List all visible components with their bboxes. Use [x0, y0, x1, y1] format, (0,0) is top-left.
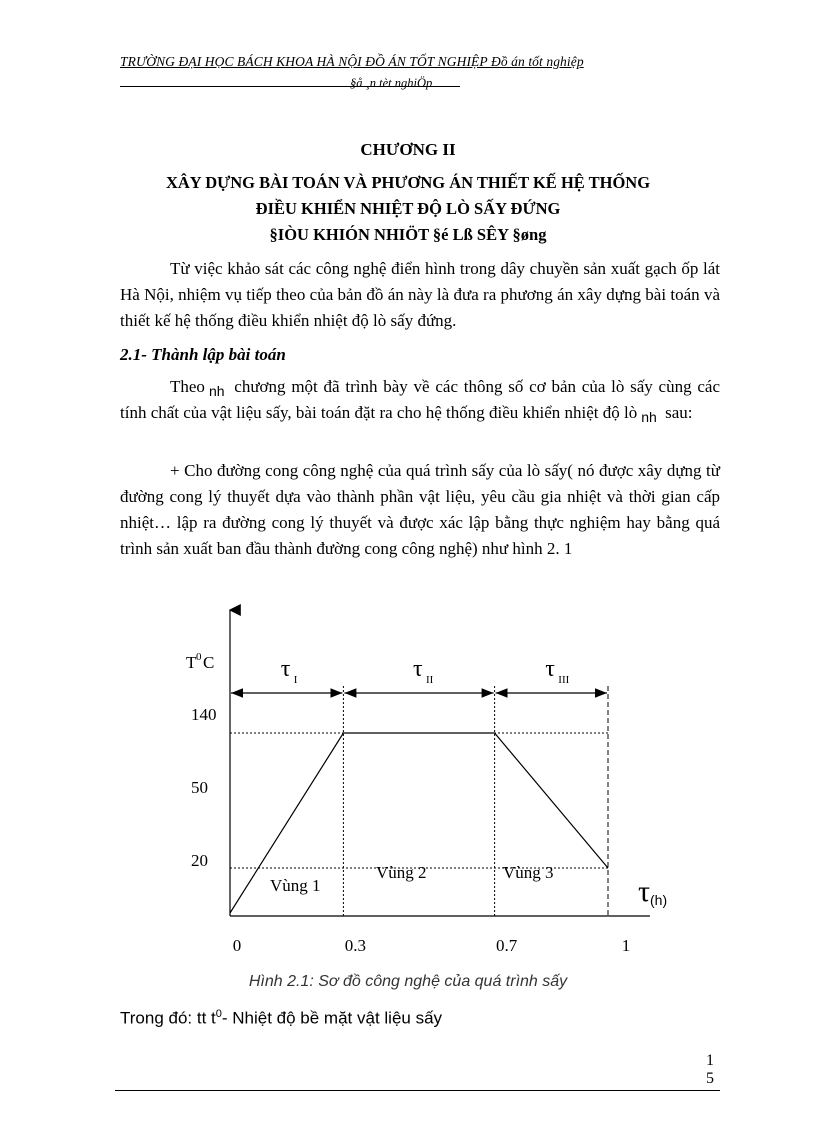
y-tick-label: 140 — [191, 705, 217, 724]
intro-paragraph — [120, 256, 720, 334]
page-number — [700, 1052, 720, 1088]
x-axis-label-sub: (h) — [650, 892, 668, 908]
chapter-title-line-3: §IÒU KHIÓN NHIÖT §é Lß SÊY §øng — [269, 225, 547, 244]
page-number-bottom: 5 — [706, 1070, 714, 1087]
y-tick-label: 20 — [191, 851, 208, 870]
page-header-subtitle: §å ¸n tèt nghiÖp — [350, 76, 433, 90]
zone-label-2: Vùng 2 — [376, 863, 427, 882]
section-heading: 2.1- Thành lập bài toán — [120, 345, 286, 364]
y-axis-label: T — [186, 653, 197, 672]
footer-divider — [115, 1090, 720, 1091]
interval-symbol-3: τ — [545, 656, 555, 682]
section-paragraph-1 — [120, 374, 720, 426]
interval-sub-2: II — [426, 674, 434, 686]
p1-text-c: sau: — [665, 403, 693, 422]
p1-text-a: Theo — [170, 377, 205, 396]
zone-label-3: Vùng 3 — [503, 863, 554, 882]
p2-text: + Cho đường cong công nghệ của quá trình sấy của lò sấy( nó được xây dựng từ đường cong lý thuyết dựa vào thành phần vật liệu, yêu cầu gia nhiệt và thời gian cấp nhiệt… lập ra đường cong lý thuyết và được xác lập bằng thực nghiệm hay bằng quá trình sản xuất ban đầu thành đường cong công nghệ) như hình 2. 1 — [120, 461, 720, 558]
x-tick-label: 0.7 — [495, 936, 518, 955]
interval-sub-1: I — [293, 674, 298, 686]
y-tick-label: 50 — [191, 778, 208, 797]
intro-text: Từ việc khảo sát các công nghệ điển hình trong dây chuyền sản xuất gạch ốp lát Hà Nội, nhiệm vụ tiếp theo của bản đồ án này là đưa ra phương án xây dựng bài toán và thiết kế hệ thống điều khiển nhiệt độ lò sấy đứng. — [120, 259, 720, 330]
note-text-b: - Nhiệt độ bề mặt vật liệu sấy — [221, 1008, 443, 1028]
note-line — [120, 1008, 442, 1029]
note-text-a: Trong đó: tt t — [120, 1008, 216, 1028]
figure-caption: Hình 2.1: Sơ đồ công nghệ của quá trình sấy — [248, 973, 568, 990]
interval-symbol-1: τ — [280, 656, 291, 682]
page-header: TRƯỜNG ĐẠI HỌC BÁCH KHOA HÀ NỘI ĐỒ ÁN TỐT NGHIỆP Đồ án tốt nghiệp — [120, 54, 584, 69]
p1-sub-2: nh — [641, 409, 657, 425]
chapter-title-line-1: XÂY DỰNG BÀI TOÁN VÀ PHƯƠNG ÁN THIẾT KẾ HỆ THỐNG — [165, 173, 651, 192]
y-axis-label-sup: 0 — [196, 651, 202, 663]
y-axis-label-unit: C — [203, 653, 215, 672]
x-tick-label: 1 — [621, 936, 631, 955]
chapter-title-line-2: ĐIỀU KHIỂN NHIỆT ĐỘ LÒ SẤY ĐỨNG — [255, 199, 561, 218]
x-tick-label: 0.3 — [344, 936, 367, 955]
x-tick-label: 0 — [232, 936, 242, 955]
interval-symbol-2: τ — [413, 656, 423, 682]
process-chart — [0, 600, 816, 965]
chapter-label: CHƯƠNG II — [360, 140, 456, 159]
page-number-top: 1 — [706, 1052, 714, 1069]
p1-sub: nh — [208, 383, 225, 399]
p1-text-b: chương một đã trình bày về các thông số cơ bản của lò sấy cùng các tính chất của vật liệu sấy, bài toán đặt ra cho hệ thống điều khiển nhiệt độ lò — [120, 377, 721, 422]
note-sup: 0 — [215, 1008, 222, 1020]
zone-label-1: Vùng 1 — [270, 876, 321, 895]
interval-sub-3: III — [558, 674, 570, 686]
section-paragraph-2 — [120, 458, 720, 562]
x-axis-label: τ — [638, 875, 651, 908]
